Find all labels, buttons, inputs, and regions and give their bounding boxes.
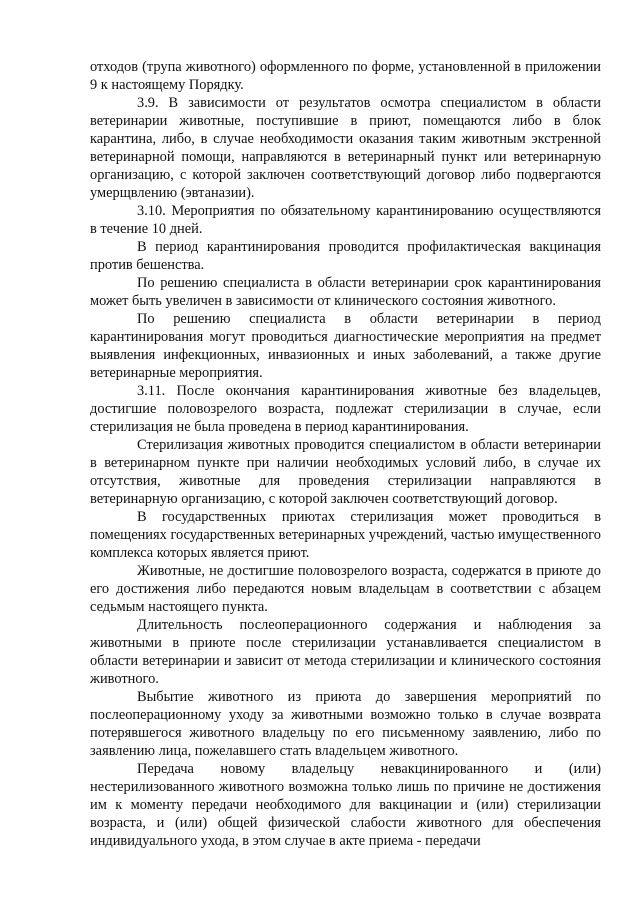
paragraph-diagnostic-measures: По решению специалиста в области ветеринарии в период карантинирования могут проводиться диагностические мероприятия на предмет выявления инфекционных, инвазионных и иных заболеваний, а также другие ветеринарные мероприятия. (90, 311, 601, 381)
paragraph-postoperative-duration: Длительность послеоперационного содержания и наблюдения за животными в приюте после стерилизации устанавливается специалистом в области ветеринарии и зависит от метода стерилизации и клинического состояния животного. (90, 617, 601, 687)
paragraph-state-shelters: В государственных приютах стерилизация может проводиться в помещениях государственных ветеринарных учреждений, частью имущественного комплекса которых является приют. (90, 509, 601, 561)
paragraph-immature-animals: Животные, не достигшие половозрелого возраста, содержатся в приюте до его достижения либо передаются новым владельцам в соответствии с абзацем седьмым настоящего пункта. (90, 563, 601, 615)
paragraph-3-9-examination: 3.9. В зависимости от результатов осмотра специалистом в области ветеринарии животные, поступившие в приют, помещаются либо в блок карантина, либо, в случае необходимости оказания таким животным экстренной ветеринарной помощи, направляются в ветеринарный пункт или ветеринарную организацию, с которой заключен соответствующий договор либо подвергаются умерщвлению (эвтаназии). (90, 95, 601, 201)
paragraph-sterilization-location: Стерилизация животных проводится специалистом в области ветеринарии в ветеринарном пункте при наличии необходимых условий либо, в случае их отсутствия, животные для проведения стерилизации направляются в ветеринарную организацию, с которой заключен соответствующий договор. (90, 437, 601, 507)
paragraph-quarantine-extension: По решению специалиста в области ветеринарии срок карантинирования может быть увеличен в зависимости от клинического состояния животного. (90, 275, 601, 309)
paragraph-3-11-sterilization: 3.11. После окончания карантинирования животные без владельцев, достигшие половозрелого возраста, подлежат стерилизации в случае, если стерилизация не была проведена в период карантинирования. (90, 383, 601, 435)
document-page (90, 58, 601, 850)
paragraph-transfer-new-owner: Передача новому владельцу невакцинированного и (или) нестерилизованного животного возможна только лишь по причине не достижения им к моменту передачи необходимого для вакцинации и (или) стерилизации возраста, и (или) общей физической слабости животного для обеспечения индивидуального ухода, в этом случае в акте приема - передачи (90, 761, 601, 849)
paragraph-rabies-vaccination: В период карантинирования проводится профилактическая вакцинация против бешенства. (90, 239, 601, 273)
paragraph-waste-transfer-act: отходов (трупа животного) оформленного по форме, установленной в приложении 9 к настоящему Порядку. (90, 59, 601, 93)
paragraph-3-10-quarantine: 3.10. Мероприятия по обязательному карантинированию осуществляются в течение 10 дней. (90, 203, 601, 237)
paragraph-early-departure: Выбытие животного из приюта до завершения мероприятий по послеоперационному уходу за животными возможно только в случае возврата потерявшегося животного владельцу по его письменному заявлению, либо по заявлению лица, пожелавшего стать владельцем животного. (90, 689, 601, 759)
